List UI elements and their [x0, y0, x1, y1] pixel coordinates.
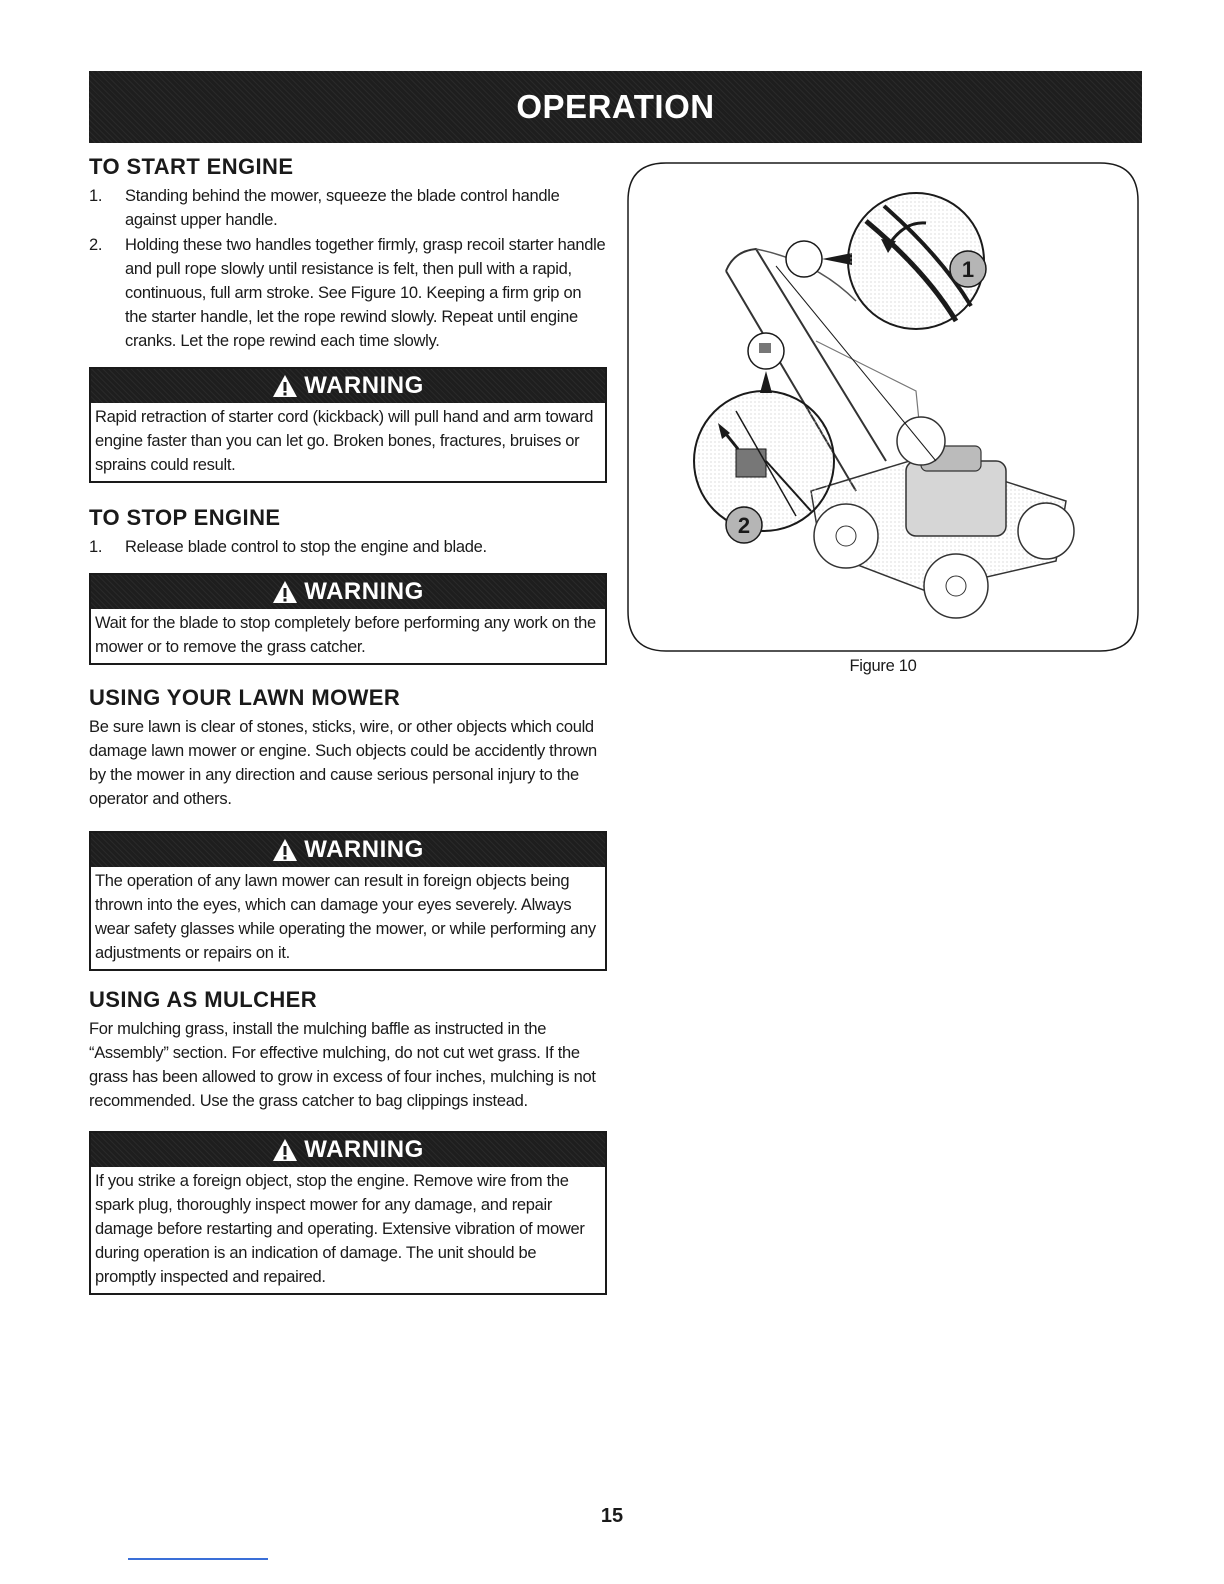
warning-label: WARNING: [304, 1136, 424, 1163]
step-number: 1.: [89, 538, 103, 556]
mulcher-body: For mulching grass, install the mulching baffle as instructed in the “Assembly” section. For effective mulching, do not cut wet grass. If the grass has been allowed to grow in excess of four inches, mulching is not recommended. Use the grass catcher to bag clippings instead.: [89, 1020, 596, 1110]
text-column: [89, 152, 607, 1295]
warning-triangle-icon: [272, 1138, 298, 1162]
figure-caption: Figure 10: [849, 657, 917, 675]
page-number: 15: [600, 1505, 624, 1527]
warning-text: Rapid retraction of starter cord (kickback) will pull hand and arm toward engine faster than you can let go. Broken bones, fractures, bruises or sprains could result.: [95, 408, 594, 474]
warning-text: Wait for the blade to stop completely before performing any work on the mower or to remove the grass catcher.: [95, 614, 596, 656]
stop-engine-steps: [89, 535, 607, 559]
lawn-mower-section: [89, 683, 607, 971]
wheel-rear-right: [897, 417, 945, 465]
warning-box-blade-stop: [89, 573, 607, 665]
step-text: Release blade control to stop the engine and blade.: [125, 538, 487, 556]
footer-rule: [128, 1558, 268, 1560]
wheel-rear-left: [814, 504, 878, 568]
callout-1-label: 1: [961, 257, 975, 282]
lawn-mower-heading: USING YOUR LAWN MOWER: [89, 685, 401, 710]
stop-engine-heading: TO STOP ENGINE: [89, 505, 281, 530]
figure-10: [626, 161, 1140, 654]
warning-header: [91, 1133, 605, 1167]
section-banner: [89, 71, 1142, 143]
warning-triangle-icon: [272, 838, 298, 862]
warning-label: WARNING: [304, 836, 424, 863]
start-engine-section: [89, 152, 607, 483]
start-engine-steps: [89, 184, 607, 353]
warning-triangle-icon: [272, 374, 298, 398]
start-engine-heading: TO START ENGINE: [89, 154, 294, 179]
step-item: [89, 184, 607, 232]
engine: [906, 461, 1006, 536]
warning-header: [91, 833, 605, 867]
warning-label: WARNING: [304, 578, 424, 605]
warning-header: [91, 369, 605, 403]
stop-engine-section: [89, 503, 607, 665]
callout-2-label: 2: [737, 513, 751, 538]
mower-illustration: [626, 161, 1140, 654]
step-item: [89, 535, 607, 559]
lawn-mower-body: Be sure lawn is clear of stones, sticks, wire, or other objects which could damage lawn mower or engine. Such objects could be accidently thrown by the mower in any direction and cause serious personal injury to the operator and others.: [89, 718, 597, 808]
warning-text: The operation of any lawn mower can result in foreign objects being thrown into the eyes, which can damage your eyes severely. Always wear safety glasses while operating the mower, or while performing any adjustments or repairs on it.: [95, 872, 596, 962]
warning-box-kickback: [89, 367, 607, 483]
warning-box-foreign-object: [89, 1131, 607, 1295]
warning-triangle-icon: [272, 580, 298, 604]
step-text: Standing behind the mower, squeeze the blade control handle against upper handle.: [125, 187, 560, 229]
step-number: 2.: [89, 236, 103, 254]
step-number: 1.: [89, 187, 103, 205]
wheel-front-right: [1018, 503, 1074, 559]
wheel-front-left: [924, 554, 988, 618]
page-title: OPERATION: [516, 88, 715, 125]
warning-label: WARNING: [304, 372, 424, 399]
warning-box-eyes: [89, 831, 607, 971]
step-text: Holding these two handles together firmly, grasp recoil starter handle and pull rope slowly until resistance is felt, then pull with a rapid, continuous, full arm stroke. See Figure 10. Keeping a firm grip on the starter handle, let the rope rewind slowly. Repeat until engine cranks. Let the rope rewind each time slowly.: [125, 236, 606, 350]
mulcher-heading: USING AS MULCHER: [89, 987, 318, 1012]
warning-text: If you strike a foreign object, stop the engine. Remove wire from the spark plug, thoroughly inspect mower for any damage, and repair damage before restarting and operating. Extensive vibration of mower during operation is an indication of damage. The unit should be promptly inspected and repaired.: [95, 1172, 585, 1286]
mulcher-section: [89, 985, 607, 1295]
step-item: [89, 233, 607, 353]
warning-header: [91, 575, 605, 609]
